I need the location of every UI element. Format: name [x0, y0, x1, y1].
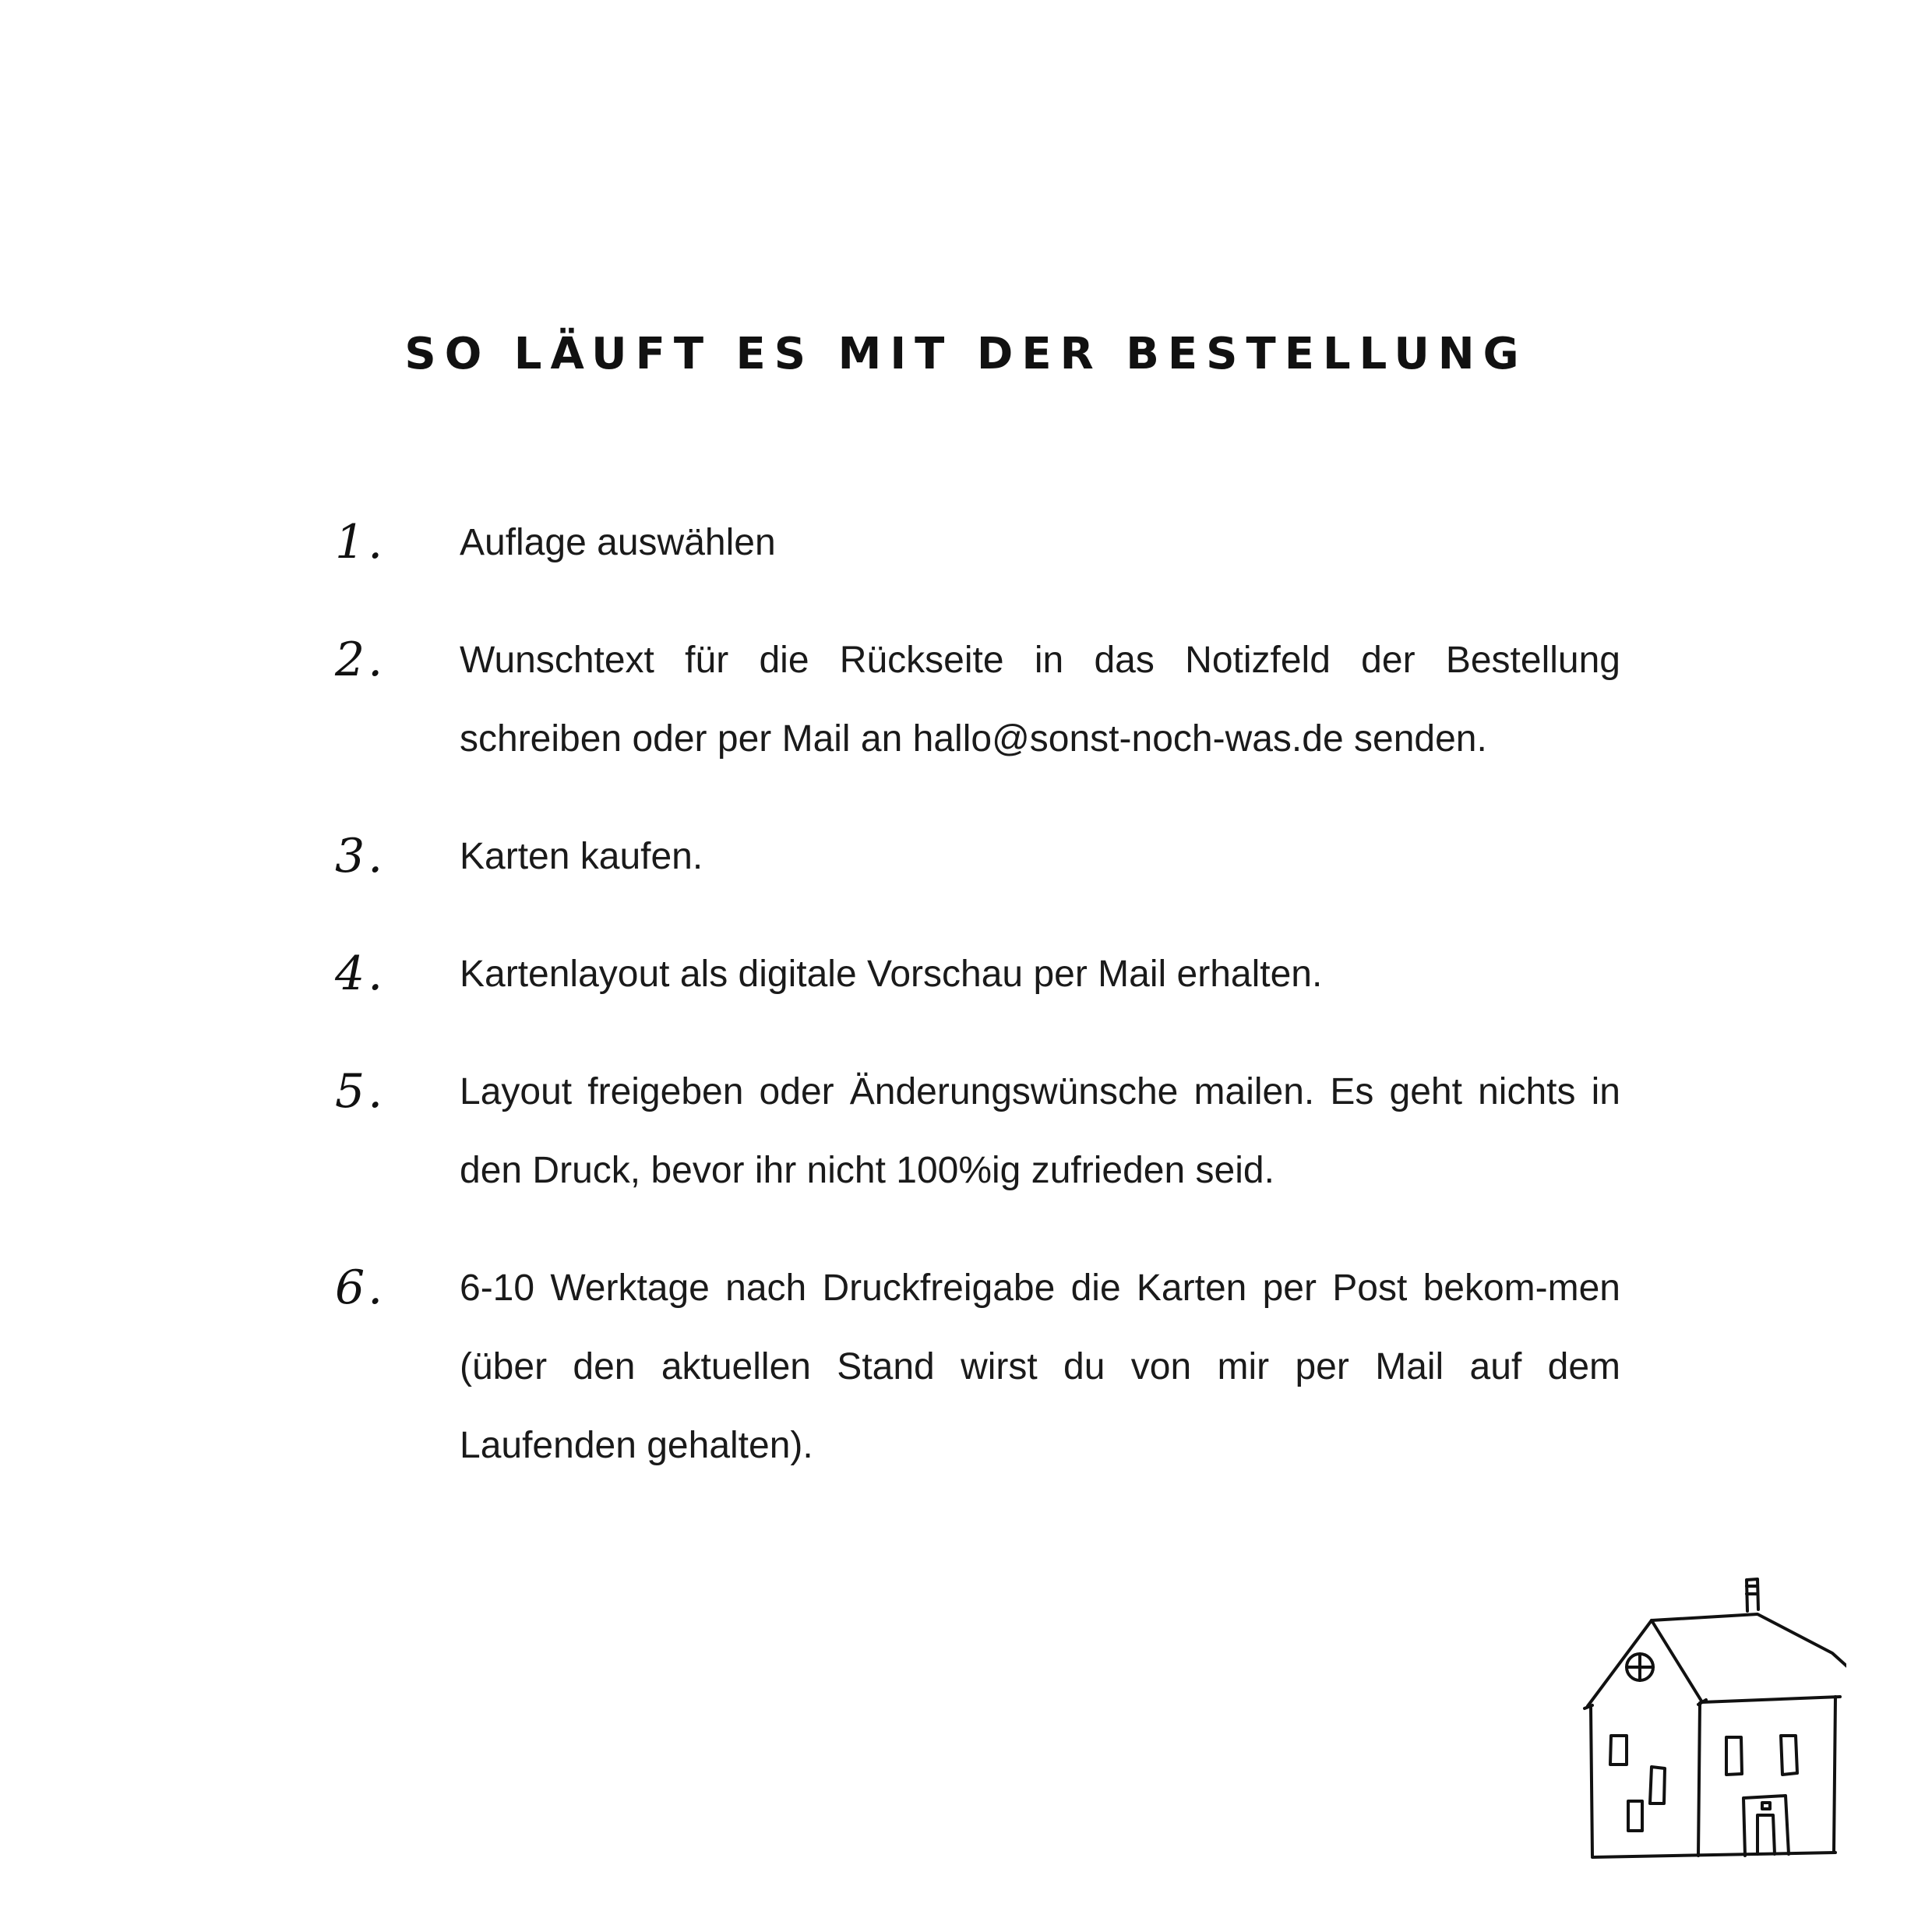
step-text: Auflage auswählen	[460, 522, 776, 563]
step-number: 2.	[335, 633, 386, 687]
step-number: 6.	[335, 1260, 386, 1315]
step-text: Layout freigeben oder Änderungswünsche mailen. Es geht nichts in den Druck, bevor ihr nicht 100%ig zufrieden seid.	[460, 1071, 1620, 1191]
step-number: 1.	[335, 515, 386, 569]
step-text: Karten kaufen.	[460, 836, 703, 877]
step-number: 3.	[335, 829, 386, 883]
step-number: 4.	[335, 947, 386, 1001]
step-text: 6-10 Werktage nach Druckfreigabe die Karten per Post bekom-men (über den aktuellen Stand wirst du von mir per Mail auf dem Laufenden gehalten).	[460, 1267, 1620, 1466]
step-text: Wunschtext für die Rückseite in das Notizfeld der Bestellung schreiben oder per Mail an hallo@sonst-noch-was.de senden.	[460, 640, 1620, 760]
step-text: Kartenlayout als digitale Vorschau per Mail erhalten.	[460, 954, 1323, 995]
page-title: SO LÄUFT ES MIT DER BESTELLUNG	[404, 329, 1528, 379]
house-icon	[1581, 1566, 1846, 1870]
step-number: 5.	[335, 1064, 386, 1119]
